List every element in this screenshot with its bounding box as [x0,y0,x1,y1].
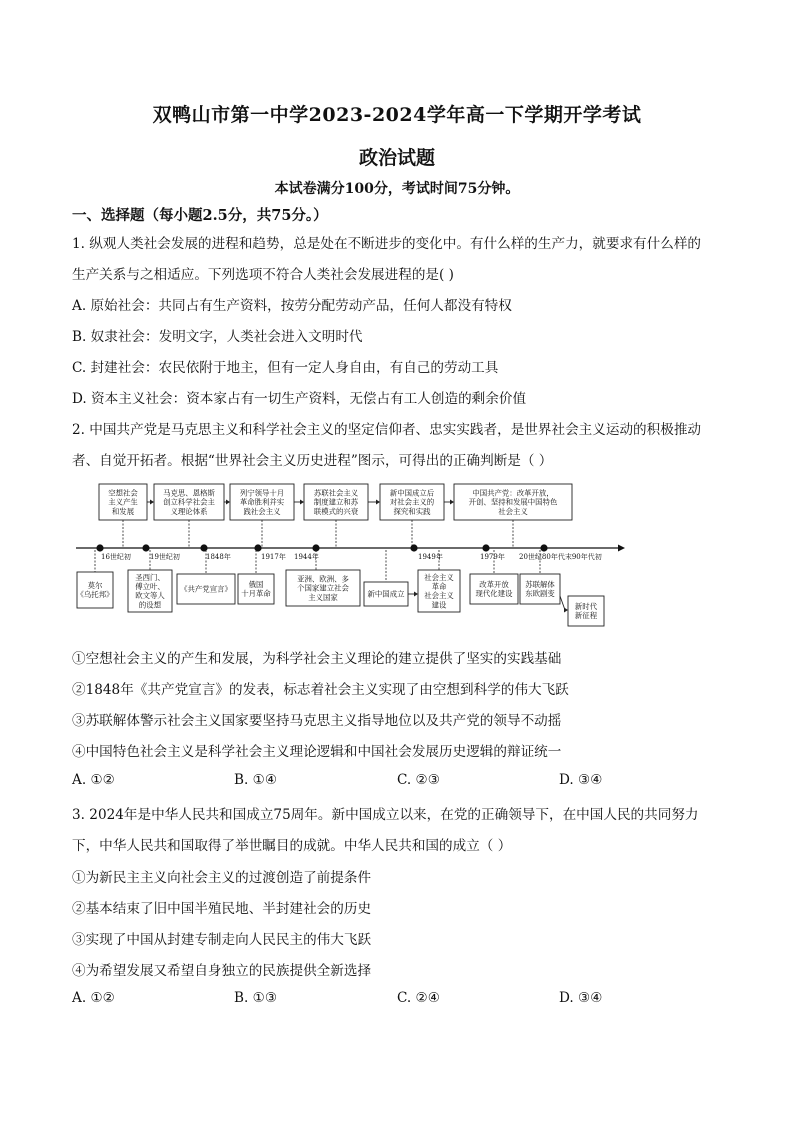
q1-stem-line2: 生产关系与之相适应。下列选项不符合人类社会发展进程的是( ) [72,267,454,283]
section-title: 一、选择题（每小题2.5分，共75分。） [72,207,328,224]
bottom-event-10-text: 新时代 [574,602,598,611]
bottom-event-4-text: 十月革命 [241,589,271,599]
bottom-event-4-text: 俄国 [248,580,264,589]
bottom-event-1-text: 莫尔 [87,581,103,590]
q2-stem-line2: 者、自觉开拓者。根据“世界社会主义历史进程”图示，可得出的正确判断是（ ） [72,453,553,469]
top-stage-2-text: 创立科学社会主 [163,497,215,507]
bottom-event-3-text: 《共产党宣言》 [180,584,232,594]
year-label: 16世纪初 [101,553,131,561]
q3-choice-b: B. ①③ [234,990,278,1006]
year-label: 1944年 [294,553,319,561]
bottom-event-6-text: 新中国成立 [367,589,405,599]
q1-option-c: C. 封建社会：农民依附于地主，但有一定人身自由，有自己的劳动工具 [72,360,499,376]
year-dot [482,544,489,551]
bottom-event-9-text: 东欧剧变 [525,589,555,599]
year-dot [540,544,547,551]
year-label: 1979年 [480,553,505,561]
bottom-event-7-text: 社会主义 [424,591,454,601]
year-label: 1848年 [206,553,231,561]
bottom-event-2-text: 傅立叶、 [135,582,165,591]
q1-stem-line1: 1. 纵观人类社会发展的进程和趋势，总是处在不断进步的变化中。有什么样的生产力，就要求有什么样的 [72,236,702,252]
bottom-event-5-text: 个国家建立社会 [297,583,349,593]
bottom-event-8-text: 改革开放 [479,580,509,589]
top-stage-4-text: 联模式的兴衰 [313,506,359,516]
bottom-event-7-text: 革命 [431,582,447,591]
timeline-svg [72,476,732,636]
top-arrow-head [450,500,454,505]
top-stage-4-text: 制度建立和苏 [313,497,359,507]
top-arrow-head [300,500,304,505]
year-label: 20世纪80年代末90年代初 [519,553,602,561]
q3-choice-d: D. ③④ [559,990,603,1006]
top-stage-1-text: 和发展 [111,506,135,516]
q3-statement-3: ③实现了中国从封建专制走向人民民主的伟大飞跃 [72,932,372,948]
bottom-event-1-text: 《乌托邦》 [76,590,114,600]
bottom-event-8-text: 现代化建设 [475,589,513,599]
top-arrow-head [376,500,380,505]
year-dot [96,544,103,551]
top-stage-6-text: 开创、坚持和发展中国特色 [468,497,558,507]
q2-statement-4: ④中国特色社会主义是科学社会主义理论逻辑和中国社会发展历史逻辑的辩证统一 [72,744,562,760]
top-stage-6-text: 社会主义 [498,506,528,516]
top-stage-4-text: 苏联社会主义 [313,488,359,498]
q2-choice-d: D. ③④ [559,772,603,788]
bottom-event-7-text: 建设 [431,600,447,610]
year-dot [410,544,417,551]
top-stage-5-text: 探究和实践 [393,506,431,516]
bottom-arrow-head [564,608,568,613]
top-stage-2-text: 马克思、恩格斯 [163,488,215,498]
exam-note: 本试卷满分100分，考试时间75分钟。 [274,181,520,197]
q3-choice-c: C. ②④ [397,990,440,1006]
bottom-event-10-text: 新征程 [574,611,598,621]
exam-subtitle: 政治试题 [358,147,435,169]
socialism-history-diagram [72,476,732,636]
bottom-event-9-text: 苏联解体 [525,580,555,589]
top-stage-1-text: 空想社会 [108,488,138,498]
q3-statement-4: ④为希望发展又希望自身独立的民族提供全新选择 [72,963,372,979]
top-stage-2-text: 义理论体系 [170,506,208,516]
year-dot [200,544,207,551]
q3-statement-2: ②基本结束了旧中国半殖民地、半封建社会的历史 [72,901,372,917]
top-stage-3-text: 列宁领导十月 [239,488,285,498]
top-arrow-head [150,500,154,505]
q1-option-a: A. 原始社会：共同占有生产资料，按劳分配劳动产品，任何人都没有特权 [72,298,512,314]
q2-statement-2: ②1848年《共产党宣言》的发表，标志着社会主义实现了由空想到科学的伟大飞跃 [72,682,569,698]
top-stage-6-text: 中国共产党：改革开放， [472,488,554,498]
top-stage-1-text: 主义产生 [108,497,138,507]
q2-choice-a: A. ①② [72,772,115,788]
year-dot [254,544,261,551]
year-dot [142,544,149,551]
bottom-arrow-head [414,592,418,597]
top-stage-5-text: 新中国成立后 [389,488,435,498]
q2-choice-c: C. ②③ [397,772,440,788]
q1-option-d: D. 资本主义社会：资本家占有一切生产资料，无偿占有工人创造的剩余价值 [72,391,527,407]
q2-statement-1: ①空想社会主义的产生和发展，为科学社会主义理论的建立提供了坚实的实践基础 [72,651,562,667]
q1-option-b: B. 奴隶社会：发明文字，人类社会进入文明时代 [72,329,363,345]
q2-choice-b: B. ①④ [234,772,278,788]
top-stage-3-text: 革命胜利并实 [239,497,285,507]
year-label: 19世纪初 [150,553,180,561]
q3-stem-line1: 3. 2024年是中华人民共和国成立75周年。新中国成立以来，在党的正确领导下，在中国人民的共同努力 [72,807,699,823]
q3-stem-line2: 下，中华人民共和国取得了举世瞩目的成就。中华人民共和国的成立（ ） [72,838,512,854]
bottom-event-2-text: 的设想 [138,600,162,610]
bottom-event-2-text: 圣西门、 [135,572,165,582]
top-stage-3-text: 践社会主义 [243,506,281,516]
bottom-event-2-text: 欧文等人 [135,591,165,601]
top-stage-5-text: 对社会主义的 [389,497,435,507]
q2-stem-line1: 2. 中国共产党是马克思主义和科学社会主义的坚定信仰者、忠实实践者，是世界社会主义运动的积极推动 [72,422,702,438]
bottom-event-7-text: 社会主义 [424,572,454,582]
top-arrow-head [226,500,230,505]
q3-statement-1: ①为新民主主义向社会主义的过渡创造了前提条件 [72,870,372,886]
bottom-event-5-text: 亚洲、欧洲、多 [297,574,349,584]
timeline-arrow [618,545,625,552]
year-label: 1917年 [261,553,286,561]
year-label: 1949年 [418,553,443,561]
q3-choice-a: A. ①② [72,990,115,1006]
exam-title: 双鸭山市第一中学2023-2024学年高一下学期开学考试 [152,104,642,126]
q2-statement-3: ③苏联解体警示社会主义国家要坚持马克思主义指导地位以及共产党的领导不动摇 [72,713,562,729]
bottom-event-5-text: 主义国家 [308,592,338,602]
